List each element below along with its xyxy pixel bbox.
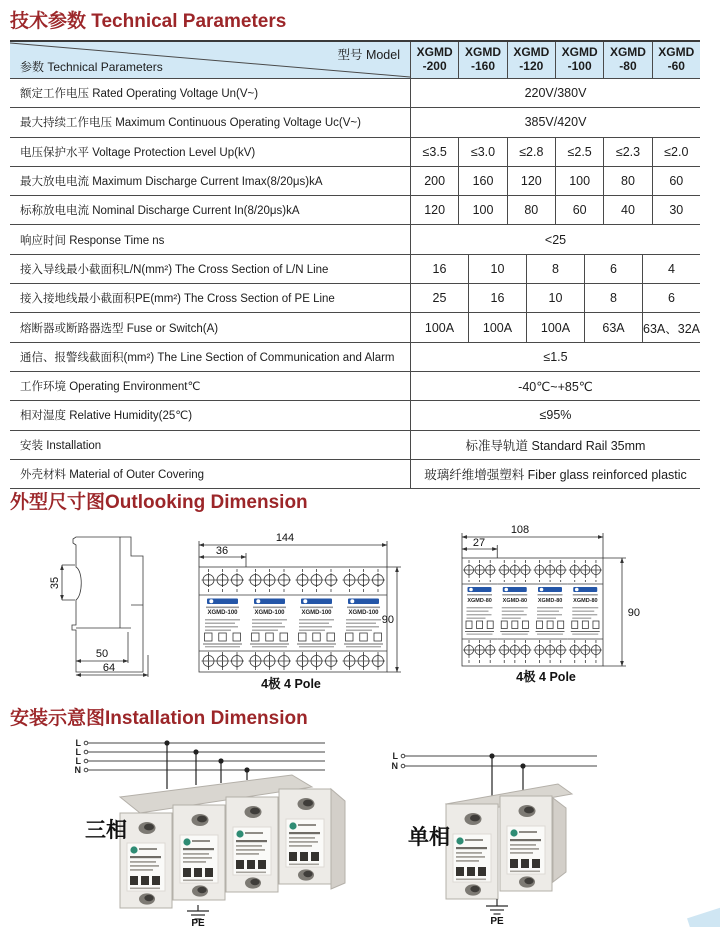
table-row — [10, 167, 700, 196]
model-column-header: XGMD -60 — [652, 42, 700, 78]
side-profile-drawing — [45, 525, 160, 680]
value-cell: 63A — [584, 313, 642, 341]
svg-text:XGMD-80: XGMD-80 — [573, 598, 598, 604]
svg-text:N: N — [74, 765, 81, 775]
supply-lines — [401, 754, 597, 768]
value-cell: 4 — [642, 255, 700, 283]
model-column-header: XGMD -80 — [603, 42, 651, 78]
model-column-header: XGMD -200 — [416, 45, 453, 73]
value-cell: 6 — [584, 255, 642, 283]
model-header-label: 型号 Model — [337, 48, 400, 62]
pole-count-label: 4极 4 Pole — [516, 670, 576, 684]
three-phase-label: 三相 — [85, 819, 127, 842]
value-cell: 120 — [424, 203, 446, 218]
row-label: 熔断器或断路器选型 Fuse or Switch(A) — [20, 322, 219, 335]
table-row — [10, 284, 700, 313]
row-value: 玻璃纤维增强塑料 Fiber glass reinforced plastic — [410, 460, 700, 488]
param-header-label: 参数 Technical Parameters — [20, 60, 163, 74]
row-label: 接入导线最小截面积L/N(mm²) The Cross Section of L/N Line — [20, 263, 329, 276]
svg-text:27: 27 — [472, 537, 486, 549]
row-values — [410, 167, 700, 195]
svg-text:XGMD-80: XGMD-80 — [537, 598, 563, 604]
front-view-4pole-108-drawing — [450, 520, 650, 695]
svg-text:35: 35 — [49, 576, 61, 590]
row-label: 最大持续工作电压 Maximum Continuous Operating Voltage Uc(V~) — [20, 117, 361, 130]
row-label: 响应时间 Response Time ns — [20, 234, 165, 247]
row-values — [410, 138, 700, 166]
table-row — [10, 431, 700, 460]
svg-text:N: N — [391, 761, 398, 771]
svg-text:XGMD-100: XGMD-100 — [207, 610, 238, 616]
page-corner-decoration — [687, 905, 720, 927]
value-cell: 200 — [424, 174, 446, 189]
row-value: ≤95% — [410, 401, 700, 429]
table-row — [10, 460, 700, 489]
row-value: ≤1.5 — [410, 343, 700, 371]
svg-text:PE: PE — [490, 916, 504, 927]
value-cell: 8 — [584, 284, 642, 312]
value-cell: 10 — [526, 284, 584, 312]
section-title-outlooking-dimension: 外型尺寸图Outlooking Dimension — [10, 492, 308, 513]
row-value: 385V/420V — [410, 108, 700, 136]
supply-line-labels — [75, 738, 82, 775]
row-values — [410, 255, 700, 283]
svg-text:L: L — [75, 756, 81, 766]
earth-connection — [486, 899, 508, 927]
table-row — [10, 196, 700, 225]
value-cell: ≤2.5 — [555, 138, 603, 166]
single-phase-label: 单相 — [408, 826, 450, 849]
front-view-4pole-144-drawing — [195, 525, 415, 695]
module-model-labels — [207, 610, 379, 616]
value-cell: 100A — [468, 313, 526, 341]
row-label: 电压保护水平 Voltage Protection Level Up(kV) — [20, 146, 256, 159]
svg-text:L: L — [75, 747, 81, 757]
value-cell: 10 — [468, 255, 526, 283]
table-row — [10, 255, 700, 284]
value-cell: ≤2.0 — [652, 138, 700, 166]
model-columns — [410, 42, 700, 78]
value-cell: 100 — [458, 196, 506, 224]
value-cell: 100A — [424, 320, 455, 335]
dimension-90 — [603, 558, 640, 666]
svg-text:L: L — [392, 751, 398, 761]
row-value: <25 — [410, 225, 700, 253]
table-row — [10, 79, 700, 108]
svg-text:XGMD-80: XGMD-80 — [467, 598, 492, 604]
value-cell: 80 — [507, 196, 555, 224]
table-row — [10, 401, 700, 430]
value-cell: 16 — [468, 284, 526, 312]
row-label: 标称放电电流 Nominal Discharge Current In(8/20μs)kA — [20, 205, 300, 218]
row-label: 安装 Installation — [20, 439, 102, 452]
value-cell: 60 — [555, 196, 603, 224]
table-row — [10, 138, 700, 167]
value-cell: 160 — [458, 167, 506, 195]
pole-count-label: 4极 4 Pole — [261, 677, 321, 691]
value-cell: 6 — [642, 284, 700, 312]
svg-text:PE: PE — [191, 918, 205, 927]
row-label: 外壳材料 Material of Outer Covering — [20, 469, 205, 481]
row-label: 额定工作电压 Rated Operating Voltage Un(V~) — [20, 88, 259, 101]
row-label: 接入接地线最小截面积PE(mm²) The Cross Section of PE Line — [20, 293, 335, 306]
value-cell: 80 — [603, 167, 651, 195]
supply-line-labels — [392, 751, 399, 771]
table-row — [10, 313, 700, 342]
spd-device-4pole-photo — [120, 775, 345, 908]
value-cell: 63A、32A — [642, 313, 700, 341]
row-value: 标准导轨道 Standard Rail 35mm — [410, 431, 700, 459]
row-value: 220V/380V — [410, 79, 700, 107]
svg-text:36: 36 — [215, 545, 229, 557]
row-label: 工作环境 Operating Environment℃ — [20, 381, 201, 394]
supply-lines — [84, 741, 325, 772]
table-row — [10, 343, 700, 372]
dimension-90 — [382, 567, 401, 672]
svg-text:XGMD-80: XGMD-80 — [502, 598, 528, 604]
module-model-labels — [467, 598, 597, 604]
svg-text:90: 90 — [381, 614, 394, 626]
value-cell: 100 — [555, 167, 603, 195]
model-column-header: XGMD -120 — [507, 42, 555, 78]
dimension-35 — [49, 565, 75, 600]
value-cell: 120 — [507, 167, 555, 195]
svg-text:144: 144 — [275, 532, 295, 544]
svg-text:XGMD-100: XGMD-100 — [301, 610, 332, 616]
value-cell: 30 — [652, 196, 700, 224]
row-values — [410, 284, 700, 312]
section-title-technical-parameters: 技术参数 Technical Parameters — [10, 11, 287, 32]
three-phase-installation-diagram — [50, 725, 350, 927]
row-label: 相对湿度 Relative Humidity(25℃) — [20, 410, 193, 423]
value-cell: 8 — [526, 255, 584, 283]
svg-text:XGMD-100: XGMD-100 — [254, 610, 285, 616]
section-title-installation-dimension: 安装示意图Installation Dimension — [10, 708, 308, 729]
dimension-36 — [199, 545, 246, 567]
svg-text:90: 90 — [627, 607, 640, 619]
table-header-row — [10, 42, 700, 79]
row-values — [410, 196, 700, 224]
svg-text:L: L — [75, 738, 81, 748]
svg-text:64: 64 — [102, 662, 116, 674]
technical-parameters-table — [10, 40, 700, 489]
dimension-50 — [76, 648, 128, 661]
table-row — [10, 225, 700, 254]
svg-text:108: 108 — [510, 524, 530, 536]
value-cell: 40 — [603, 196, 651, 224]
svg-text:XGMD-100: XGMD-100 — [348, 610, 379, 616]
value-cell: ≤2.3 — [603, 138, 651, 166]
value-cell: 100A — [526, 313, 584, 341]
value-cell: ≤3.5 — [422, 144, 447, 159]
earth-connection — [187, 905, 209, 927]
model-column-header: XGMD -100 — [555, 42, 603, 78]
row-value: -40℃~+85℃ — [410, 372, 700, 400]
value-cell: ≤2.8 — [507, 138, 555, 166]
table-row — [10, 108, 700, 137]
table-header-corner-cell — [10, 42, 410, 78]
row-label: 最大放电电流 Maximum Discharge Current Imax(8/20μs)kA — [20, 176, 323, 189]
single-phase-installation-diagram — [380, 740, 615, 927]
dimension-27 — [462, 537, 497, 558]
value-cell: 16 — [432, 261, 447, 276]
row-values — [410, 313, 700, 341]
value-cell: 60 — [652, 167, 700, 195]
spd-device-2pole-photo — [446, 784, 572, 899]
value-cell: ≤3.0 — [458, 138, 506, 166]
value-cell: 25 — [432, 291, 447, 306]
row-label: 通信、报警线截面积(mm²) The Line Section of Communication and Alarm — [20, 351, 395, 364]
table-row — [10, 372, 700, 401]
model-column-header: XGMD -160 — [458, 42, 506, 78]
dimension-64 — [76, 655, 148, 677]
svg-text:50: 50 — [95, 648, 109, 660]
